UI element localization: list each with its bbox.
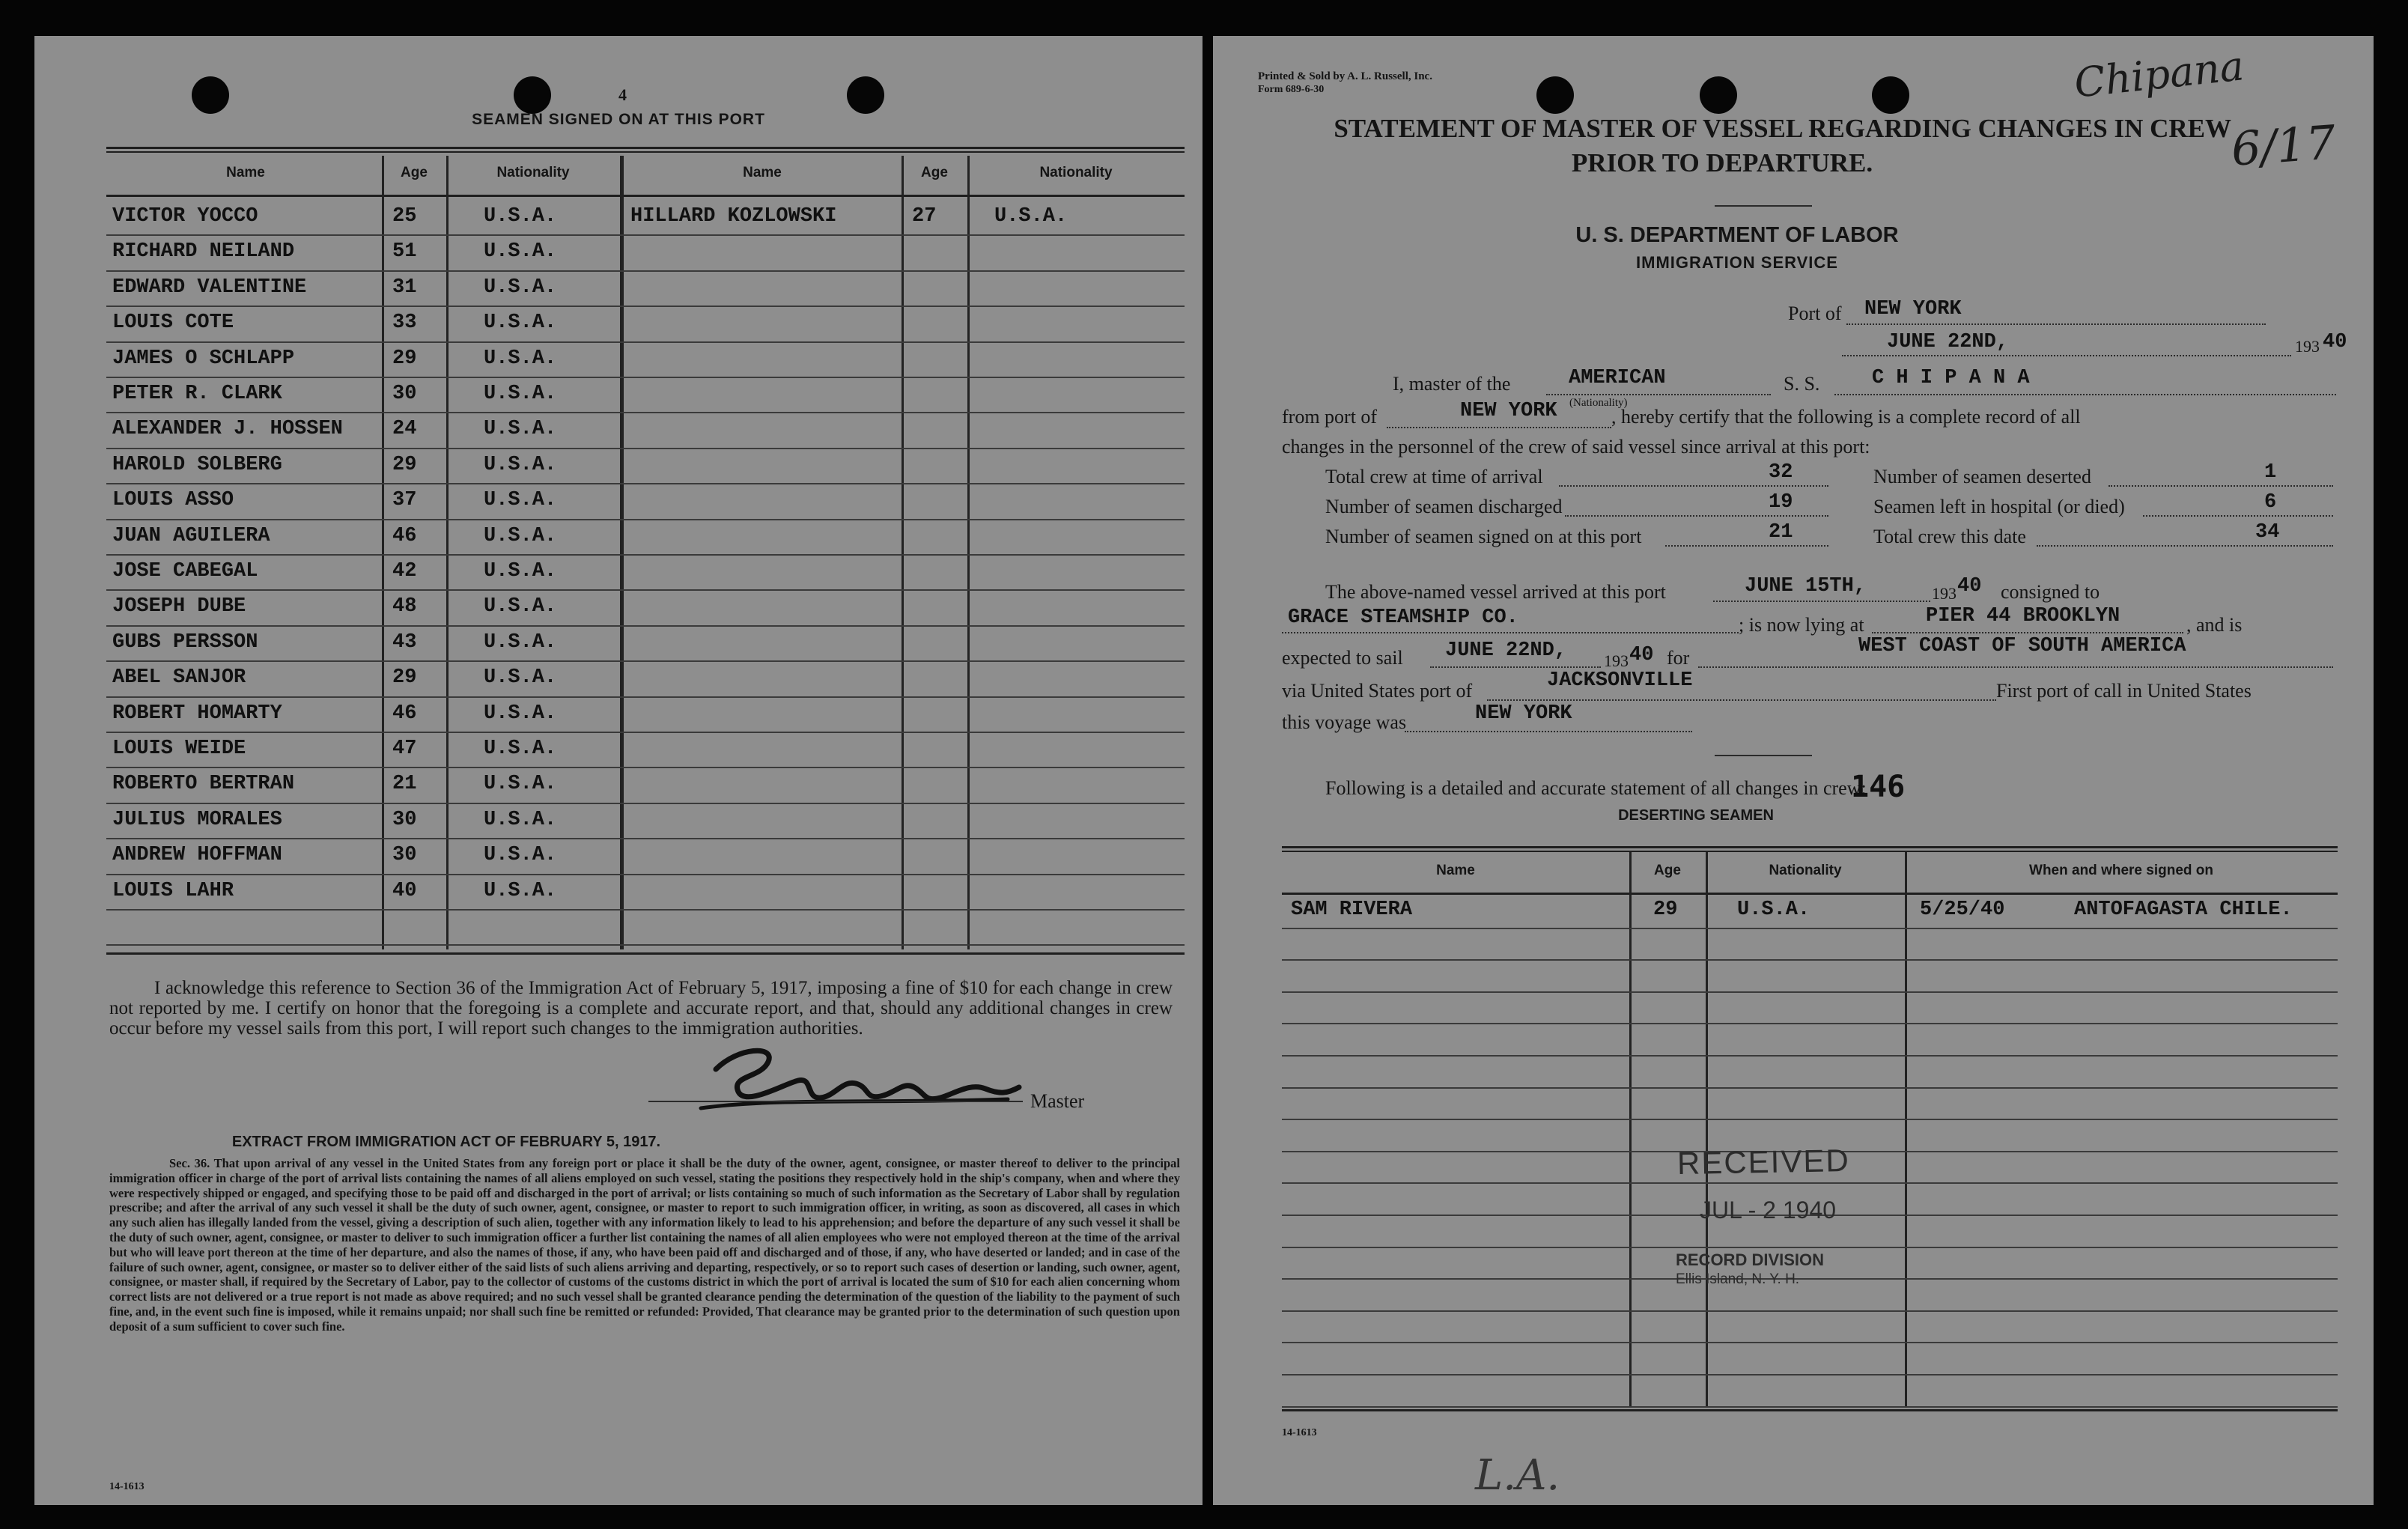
seaman-name: JAMES O SCHLAPP — [112, 347, 295, 370]
seaman-name: RICHARD NEILAND — [112, 240, 295, 264]
seaman-age: 29 — [392, 347, 417, 370]
year-suffix: 40 — [2323, 331, 2347, 353]
column-divider — [382, 156, 384, 949]
table-top-rule — [106, 147, 1185, 149]
form-code: 14-1613 — [109, 1481, 145, 1492]
field-line — [1405, 731, 1692, 732]
certify-text-continued: changes in the personnel of the crew of said vessel since arrival at this port: — [1282, 436, 1870, 458]
table-header-rule — [106, 195, 1185, 197]
port-value: NEW YORK — [1864, 298, 1962, 320]
seaman-name: LOUIS LAHR — [112, 879, 234, 902]
seaman-nationality: U.S.A. — [484, 773, 557, 796]
nationality-caption: (Nationality) — [1569, 397, 1628, 409]
signature-line — [648, 1101, 1023, 1102]
master-signature — [686, 1039, 1038, 1122]
table-row-line — [106, 519, 1185, 520]
stat-label: Number of seamen deserted — [1873, 466, 2091, 487]
service-name: IMMIGRATION SERVICE — [1636, 253, 1838, 272]
deserter-age: 29 — [1653, 899, 1678, 921]
table-row-line — [1282, 1278, 2338, 1280]
form-code: 14-1613 — [1282, 1427, 1317, 1438]
consignee-value: GRACE STEAMSHIP CO. — [1288, 607, 1518, 629]
seaman-age: 46 — [392, 524, 417, 547]
from-port-value: NEW YORK — [1460, 400, 1557, 422]
table-row-line — [106, 625, 1185, 627]
seaman-age: 37 — [392, 489, 417, 512]
divider — [1715, 755, 1812, 756]
sail-year: 40 — [1629, 644, 1654, 666]
seaman-nationality: U.S.A. — [484, 205, 557, 228]
lying-at-value: PIER 44 BROOKLYN — [1926, 605, 2120, 627]
via-port: JACKSONVILLE — [1547, 669, 1693, 692]
field-line — [1430, 666, 1601, 668]
seaman-nationality: U.S.A. — [484, 702, 557, 725]
table-header-rule — [1282, 893, 2338, 895]
deserter-name: SAM RIVERA — [1291, 899, 1413, 921]
seaman-age: 29 — [392, 666, 417, 690]
punch-hole — [192, 76, 229, 114]
seaman-age: 42 — [392, 560, 417, 583]
seaman-nationality: U.S.A. — [484, 347, 557, 370]
expected-label: expected to sail — [1282, 647, 1403, 669]
department-name: U. S. DEPARTMENT OF LABOR — [1575, 223, 1899, 247]
column-divider — [620, 156, 624, 949]
stat-total-crew-date: 34 — [2255, 521, 2280, 544]
table-row-line — [106, 767, 1185, 768]
table-row-line — [106, 234, 1185, 236]
column-divider — [1905, 852, 1907, 1408]
table-row-line — [106, 874, 1185, 875]
seaman-name: ROBERTO BERTRAN — [112, 773, 295, 796]
table-top-rule — [106, 151, 1185, 153]
seaman-age: 43 — [392, 630, 417, 654]
field-line — [1872, 632, 2183, 633]
seaman-age: 27 — [912, 205, 937, 228]
seaman-nationality: U.S.A. — [484, 630, 557, 654]
table-row-line — [106, 732, 1185, 733]
acknowledgement-text: I acknowledge this reference to Section 36 of the Immigration Act of February 5, 1917, imposing a fine of $10 for each change in crew not reported by me. I certify on honor that the foregoing is a complete and accurate report, and that, should any additional changes in crew occur before my vessel sails from this port, I will report such changes to the immigration authorities. — [109, 978, 1173, 1039]
table-bottom-rule — [106, 952, 1185, 955]
table-row-line — [1282, 1342, 2338, 1343]
seaman-nationality: U.S.A. — [484, 879, 557, 902]
seaman-name: JOSE CABEGAL — [112, 560, 258, 583]
following-text: Following is a detailed and accurate statement of all changes in crew: — [1325, 777, 1867, 799]
seaman-name: EDWARD VALENTINE — [112, 276, 307, 299]
deserter-signed-place: ANTOFAGASTA CHILE. — [2074, 899, 2293, 921]
arrived-label: The above-named vessel arrived at this port — [1325, 581, 1666, 603]
seaman-nationality: U.S.A. — [484, 453, 557, 476]
seaman-nationality: U.S.A. — [484, 738, 557, 760]
stat-label: Total crew at time of arrival — [1325, 466, 1543, 487]
from-port-field-line — [1387, 427, 1611, 428]
handwritten-vessel-name: Chipana — [2072, 42, 2246, 107]
table-row-line — [106, 554, 1185, 556]
column-header-signed-on: When and where signed on — [2029, 863, 2213, 878]
column-header-age: Age — [1654, 863, 1681, 878]
punch-hole — [1536, 76, 1574, 114]
seaman-age: 30 — [392, 808, 417, 831]
seaman-name: ABEL SANJOR — [112, 666, 246, 690]
punch-hole — [847, 76, 884, 114]
and-is-label: , and is — [2186, 614, 2243, 636]
field-line — [1282, 632, 1739, 633]
seaman-nationality: U.S.A. — [994, 205, 1068, 228]
seaman-age: 47 — [392, 738, 417, 760]
seaman-name: LOUIS WEIDE — [112, 738, 246, 760]
field-line — [1713, 601, 1930, 602]
stat-label: Total crew this date — [1873, 526, 2026, 547]
left-page — [34, 36, 1203, 1505]
field-line — [1698, 666, 2333, 668]
destination: WEST COAST OF SOUTH AMERICA — [1858, 635, 2186, 657]
extract-title: EXTRACT FROM IMMIGRATION ACT OF FEBRUARY 5, 1917. — [231, 1134, 661, 1150]
voyage-port: NEW YORK — [1475, 702, 1572, 725]
date-field-line — [1842, 355, 2291, 356]
table-row-line — [106, 589, 1185, 591]
table-top-rule — [1282, 851, 2338, 852]
seaman-age: 25 — [392, 205, 417, 228]
column-header-nationality: Nationality — [1039, 165, 1113, 180]
table-row-line — [106, 483, 1185, 484]
seaman-nationality: U.S.A. — [484, 383, 557, 405]
seaman-name: ROBERT HOMARTY — [112, 702, 282, 725]
table-row-line — [106, 341, 1185, 343]
extract-text: Sec. 36. That upon arrival of any vessel in the United States from any foreign port or place it shall be the duty of the owner, agent, consignee, or master thereof to deliver to the principal immigration officer in charge of the port of arrival lists containing the names of all aliens employed on such vessel, stating the positions they respectively hold in the ship's company, when and where they were respectively shipped or engaged, and specifying those to be paid off and discharged in the port of arrival; or lists containing so much of such information as the Secretary of Labor shall by regulation prescribe; and after the arrival of any such vessel it shall be the duty of such owner, agent, consignee, or master to report to such immigration officer, in writing, as soon as discovered, all cases in which any such alien has illegally landed from the vessel, giving a description of such alien, together with any information likely to lead to his apprehension; and before the departure of any such vessel it shall be the duty of such owner, agent, consignee, or master to deliver to such immigration officer a further list containing the names of all alien employees who were not employed thereon at the time of the arrival but who will leave port thereon at the time of her departure, and also the names of those, if any, who have been paid off and discharged and of those, if any, who have deserted or landed; and in case of the failure of such owner, agent, consignee, or master so to deliver either of the said lists of such aliens arriving and departing, respectively, or so to report such cases of desertion or landing, such owner, agent, consignee, or master shall, if required by the Secretary of Labor, pay to the collector of customs of the customs district in which the port of arrival is located the sum of $10 for each alien concerning whom correct lists are not delivered or a true report is not made as above required; and no such vessel shall be granted clearance pending the determination of the question of the liability to the payment of such fine, and, in the event such fine is imposed, while it remains unpaid; nor shall such fine be remitted or refunded: Provided, That clearance may be granted prior to the determination of such question upon deposit of a sum sufficient to cover such fine. — [109, 1156, 1180, 1334]
year-prefix: 193 — [1932, 584, 1956, 603]
punch-hole — [514, 76, 551, 114]
arrived-date: JUNE 15TH, — [1745, 575, 1867, 598]
seaman-name: LOUIS COTE — [112, 311, 234, 335]
field-line — [2108, 485, 2333, 487]
column-divider — [967, 156, 970, 949]
divider — [1715, 205, 1812, 207]
printer-credit: Printed & Sold by A. L. Russell, Inc. — [1258, 70, 1432, 82]
seaman-name: PETER R. CLARK — [112, 383, 282, 405]
table-row-line — [106, 448, 1185, 449]
master-of-label: I, master of the — [1393, 373, 1511, 395]
seaman-name: JUAN AGUILERA — [112, 524, 270, 547]
deserting-title: DESERTING SEAMEN — [1618, 807, 1774, 824]
form-title-line1: STATEMENT OF MASTER OF VESSEL REGARDING CHANGES IN CREW — [1334, 114, 2231, 143]
field-line — [1565, 515, 1828, 517]
stat-deserted: 1 — [2264, 461, 2277, 484]
column-header-name: Name — [226, 165, 265, 180]
seaman-nationality: U.S.A. — [484, 560, 557, 583]
table-row-line — [106, 944, 1185, 946]
column-divider — [446, 156, 449, 949]
right-page — [1213, 36, 2374, 1505]
table-row-line — [106, 696, 1185, 698]
nationality-field-line — [1546, 394, 1771, 395]
arrived-year: 40 — [1957, 575, 1982, 598]
table-row-line — [1282, 1406, 2338, 1408]
from-port-label: from port of — [1282, 406, 1378, 428]
table-row-line — [1282, 928, 2338, 929]
first-port-label: First port of call in United States — [1996, 680, 2252, 702]
port-field-line — [1846, 323, 2266, 325]
seaman-name: JULIUS MORALES — [112, 808, 282, 831]
lying-at-label: ; is now lying at — [1739, 614, 1864, 636]
deserter-nationality: U.S.A. — [1737, 899, 1810, 921]
seaman-nationality: U.S.A. — [484, 808, 557, 831]
stat-total-crew-arrival: 32 — [1769, 461, 1793, 484]
field-line — [1487, 699, 1996, 701]
table-row-line — [106, 306, 1185, 307]
field-line — [1559, 485, 1828, 487]
table-row-line — [1282, 1119, 2338, 1120]
column-header-nationality: Nationality — [496, 165, 570, 180]
seaman-age: 33 — [392, 311, 417, 335]
section-title: SEAMEN SIGNED ON AT THIS PORT — [472, 111, 765, 128]
via-label: via United States port of — [1282, 680, 1473, 702]
seaman-name: HILLARD KOZLOWSKI — [630, 205, 837, 228]
received-stamp-date: JUL - 2 1940 — [1700, 1197, 1837, 1223]
received-stamp-division: RECORD DIVISION — [1676, 1250, 1825, 1269]
stat-label: Number of seamen discharged — [1325, 496, 1563, 517]
received-stamp-title: RECEIVED — [1676, 1142, 1851, 1182]
table-bottom-rule — [1282, 1409, 2338, 1411]
table-row-line — [106, 838, 1185, 839]
column-header-age: Age — [921, 165, 948, 180]
seaman-name: HAROLD SOLBERG — [112, 453, 282, 476]
year-prefix: 193 — [1604, 651, 1629, 670]
seaman-name: JOSEPH DUBE — [112, 595, 246, 618]
seaman-nationality: U.S.A. — [484, 311, 557, 335]
table-row-line — [106, 660, 1185, 662]
voyage-label: this voyage was — [1282, 711, 1407, 733]
punch-hole — [1872, 76, 1909, 114]
page-number: 4 — [618, 85, 627, 104]
seaman-nationality: U.S.A. — [484, 844, 557, 867]
handwritten-initials: L.A. — [1475, 1451, 1560, 1500]
table-row-line — [106, 412, 1185, 413]
table-row-line — [1282, 1087, 2338, 1089]
stat-discharged: 19 — [1769, 491, 1793, 514]
seaman-nationality: U.S.A. — [484, 240, 557, 264]
column-header-name: Name — [1436, 863, 1475, 878]
date-value: JUNE 22ND, — [1887, 331, 2009, 353]
seaman-name: LOUIS ASSO — [112, 489, 234, 512]
table-row-line — [1282, 991, 2338, 993]
seaman-age: 40 — [392, 879, 417, 902]
stat-label: Seamen left in hospital (or died) — [1873, 496, 2125, 517]
vessel-field-line — [1834, 394, 2336, 395]
form-number: Form 689-6-30 — [1258, 84, 1325, 95]
seaman-name: VICTOR YOCCO — [112, 205, 258, 228]
seaman-nationality: U.S.A. — [484, 276, 557, 299]
seaman-age: 31 — [392, 276, 417, 299]
column-header-age: Age — [401, 165, 428, 180]
consigned-label: consigned to — [2001, 581, 2100, 603]
seaman-age: 29 — [392, 453, 417, 476]
table-row-line — [1282, 1374, 2338, 1376]
seaman-nationality: U.S.A. — [484, 524, 557, 547]
seaman-age: 21 — [392, 773, 417, 796]
seaman-age: 30 — [392, 844, 417, 867]
seaman-age: 48 — [392, 595, 417, 618]
field-line — [2143, 515, 2333, 517]
seaman-nationality: U.S.A. — [484, 489, 557, 512]
for-label: for — [1667, 647, 1690, 669]
stat-label: Number of seamen signed on at this port — [1325, 526, 1642, 547]
vessel-name: C H I P A N A — [1872, 367, 2030, 389]
seaman-age: 51 — [392, 240, 417, 264]
seaman-age: 30 — [392, 383, 417, 405]
seaman-nationality: U.S.A. — [484, 595, 557, 618]
field-line — [1665, 545, 1828, 547]
certify-text: , hereby certify that the following is a complete record of all — [1611, 406, 2081, 428]
column-divider — [1706, 852, 1708, 1408]
seaman-name: ANDREW HOFFMAN — [112, 844, 282, 867]
handwritten-number: 6/17 — [2229, 115, 2338, 177]
table-row-line — [1282, 1247, 2338, 1248]
seaman-nationality: U.S.A. — [484, 666, 557, 690]
seaman-nationality: U.S.A. — [484, 418, 557, 441]
vessel-nationality: AMERICAN — [1569, 367, 1666, 389]
table-row-line — [1282, 1023, 2338, 1024]
column-divider — [1629, 852, 1632, 1408]
table-row-line — [1282, 1055, 2338, 1057]
stamp-number: 146 — [1851, 770, 1906, 804]
seaman-name: GUBS PERSSON — [112, 630, 258, 654]
form-title-line2: PRIOR TO DEPARTURE. — [1571, 148, 1873, 177]
field-line — [2037, 545, 2333, 547]
table-row-line — [106, 803, 1185, 804]
sail-date: JUNE 22ND, — [1445, 639, 1567, 662]
seaman-age: 46 — [392, 702, 417, 725]
deserter-signed-date: 5/25/40 — [1920, 899, 2005, 921]
stat-hospital: 6 — [2264, 491, 2277, 514]
table-row-line — [1282, 959, 2338, 961]
seaman-name: ALEXANDER J. HOSSEN — [112, 418, 343, 441]
table-row-line — [106, 377, 1185, 378]
column-divider — [902, 156, 904, 949]
punch-hole — [1700, 76, 1737, 114]
received-stamp-location: Ellis Island, N. Y. H. — [1676, 1271, 1800, 1287]
column-header-name: Name — [743, 165, 782, 180]
column-header-nationality: Nationality — [1769, 863, 1842, 878]
year-prefix: 193 — [2295, 337, 2320, 356]
table-top-rule — [1282, 846, 2338, 848]
port-label: Port of — [1788, 303, 1842, 324]
ss-label: S. S. — [1784, 373, 1820, 395]
table-row-line — [106, 270, 1185, 272]
stat-signed-on: 21 — [1769, 521, 1793, 544]
table-row-line — [1282, 1310, 2338, 1312]
seaman-age: 24 — [392, 418, 417, 441]
table-row-line — [1282, 1182, 2338, 1184]
table-row-line — [106, 909, 1185, 911]
master-label: Master — [1030, 1090, 1085, 1112]
